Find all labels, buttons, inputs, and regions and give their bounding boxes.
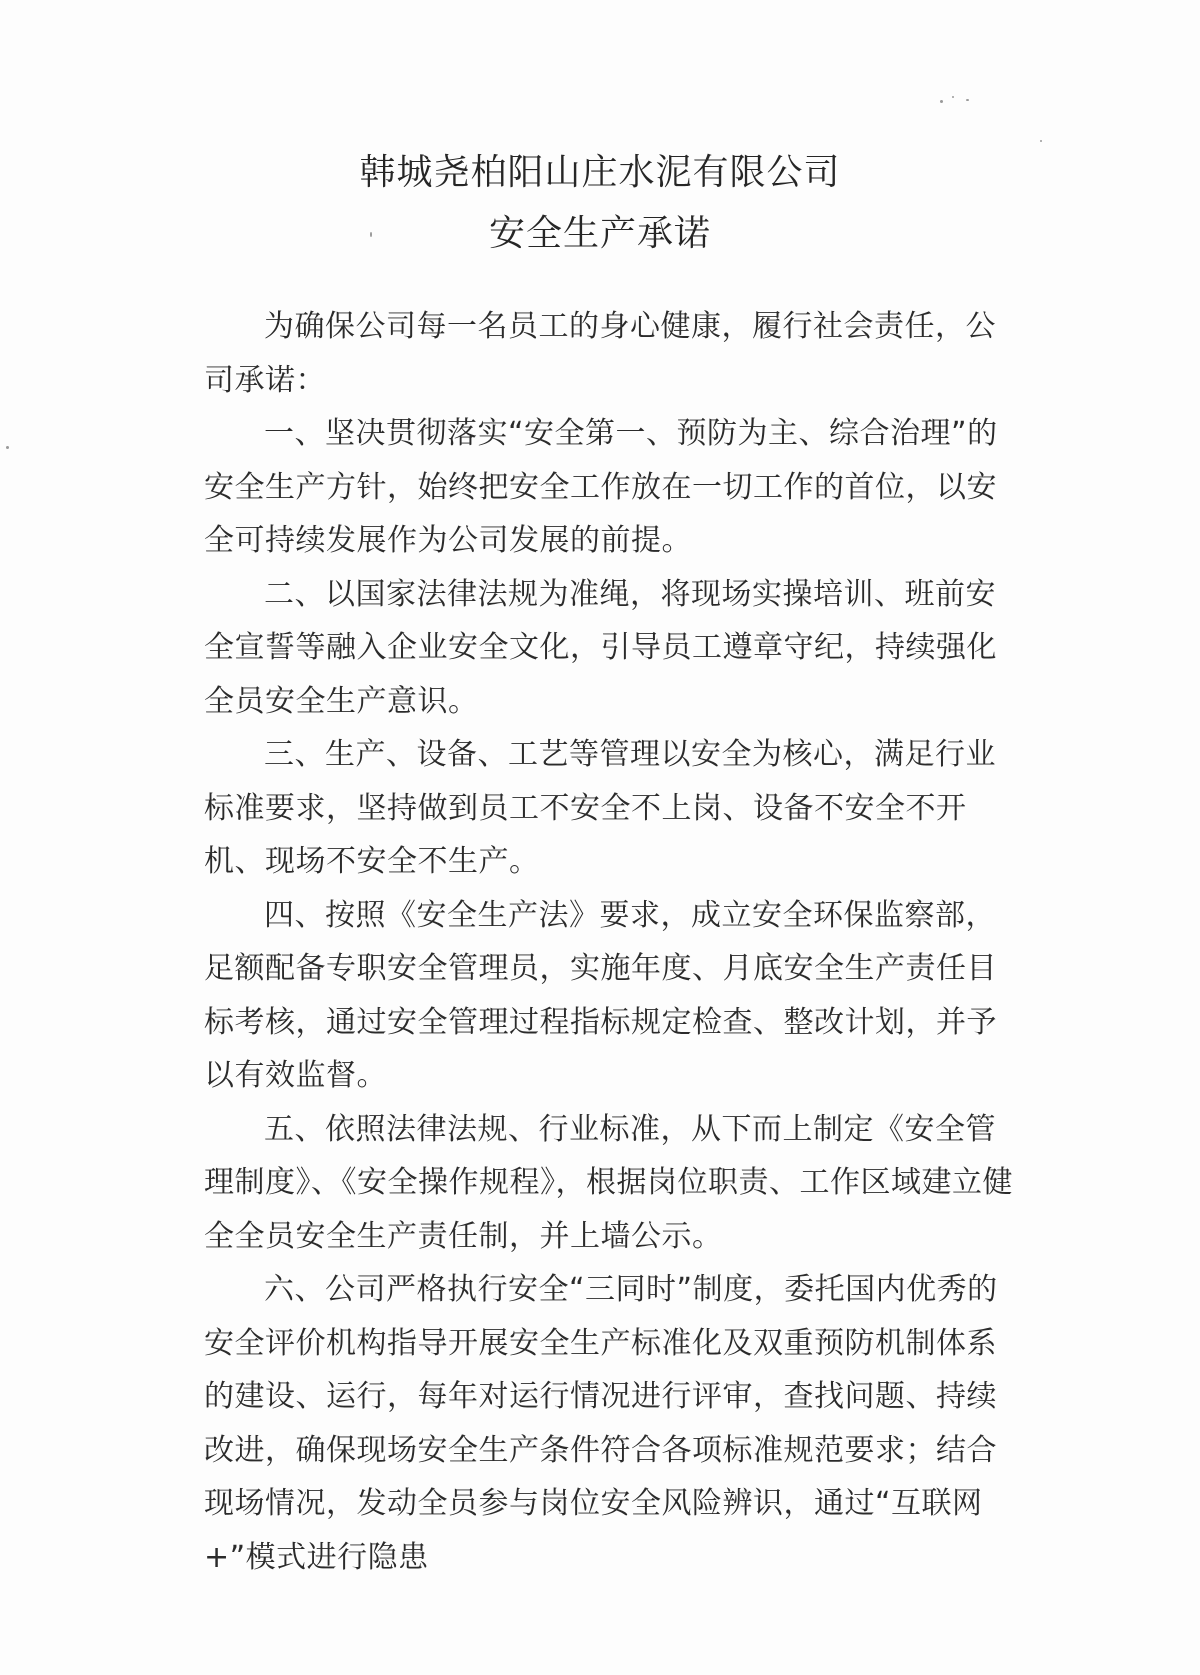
document-body [204,300,1024,1584]
paragraph-item-4: 四、按照《安全生产法》要求，成立安全环保监察部，足额配备专职安全管理员，实施年度、月底安全生产责任目标考核，通过安全管理过程指标规定检查、整改计划，并予以有效监督。 [204,897,997,1093]
scan-speck [6,446,9,449]
paragraph-item-3: 三、生产、设备、工艺等管理以安全为核心，满足行业标准要求，坚持做到员工不安全不上岗、设备不安全不开机、现场不安全不生产。 [204,737,996,879]
paragraph-item-2: 二、以国家法律法规为准绳，将现场实操培训、班前安全宣誓等融入企业安全文化，引导员工遵章守纪，持续强化全员安全生产意识。 [204,576,997,719]
scan-speck [1040,140,1042,142]
scan-speck [966,99,969,101]
document-subtitle: 安全生产承诺 [488,213,711,254]
document-title: 韩城尧柏阳山庄水泥有限公司 [359,152,841,193]
paragraph-item-5: 五、依照法律法规、行业标准，从下而上制定《安全管理制度》、《安全操作规程》，根据岗位职责、工作区域建立健全全员安全生产责任制，并上墙公示。 [204,1111,1013,1254]
paragraph-intro: 为确保公司每一名员工的身心健康，履行社会责任，公司承诺： [204,309,996,398]
paragraph-item-6: 六、公司严格执行安全“三同时”制度，委托国内优秀的安全评价机构指导开展安全生产标准化及双重预防机制体系的建设、运行，每年对运行情况进行评审，查找问题、持续改进，确保现场安全生产条件符合各项标准规范要求；结合现场情况，发动全员参与岗位安全风险辨识，通过“互联网+”模式进行隐患 [204,1272,998,1575]
scan-speck [952,96,954,98]
scan-speck [940,100,943,103]
paragraph-item-1: 一、坚决贯彻落实“安全第一、预防为主、综合治理”的安全生产方针，始终把安全工作放在一切工作的首位，以安全可持续发展作为公司发展的前提。 [204,416,998,558]
